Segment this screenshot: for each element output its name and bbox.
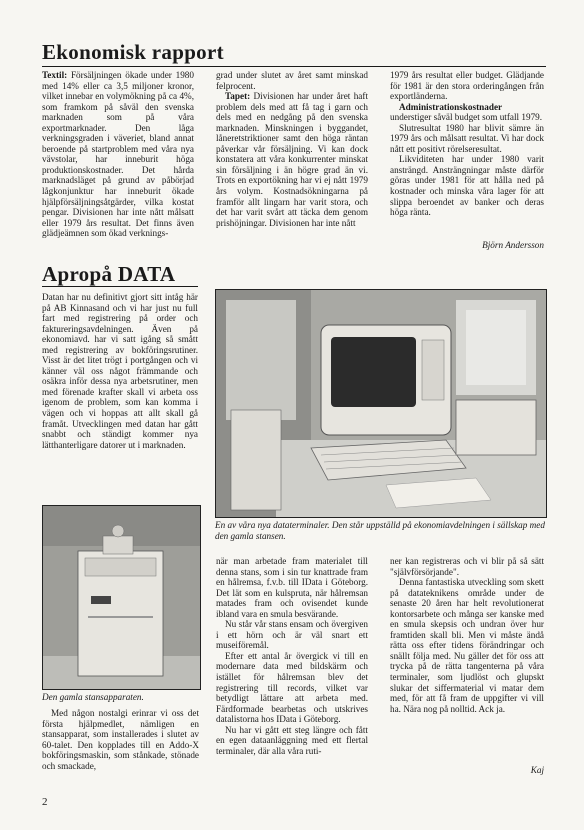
article-title-apropa-data: Apropå DATA bbox=[42, 262, 176, 286]
report-col3-p3: Slutresultat 1980 har blivit sämre än 1979 års och målsatt resultat. Vi har dock nått ett positivt rörelseresultat. bbox=[390, 122, 544, 154]
admin-text: understiger såväl budget som utfall 1979. bbox=[390, 112, 543, 123]
data-col2-p2: Nu står vår stans ensam och övergiven i ett hörn och är väl snart ett museiföremål. bbox=[216, 619, 368, 651]
report-col2-p1: grad under slutet av året samt minskad felprocent. bbox=[216, 70, 368, 91]
report-column-3 bbox=[390, 70, 544, 218]
caption-stans: Den gamla stansapparaten. bbox=[42, 692, 144, 702]
textil-text: Försäljningen ökade under 1980 med 14% eller ca 3,5 miljoner kronor, vilket innebar en volymökning på ca 4%, som framkom på såväl den svenska marknaden som på våra exportmarknader. Den låga verkningsgraden i väveriet, bland annat beroende på startproblem med våra nya vävstolar, har inneburit höga produktionskostnader. Det hårda marknadsläget på grund av påbörjad lågkonjunktur har inneburit ökade hjälpförsäljningsåtgärder, vilka kostat pengar. Divisionen har inte nått målsatt eller 1979 års resultat. Det finns även glädjeämnen som ökad verknings- bbox=[42, 70, 194, 239]
data-col1-text: Med någon nostalgi erinrar vi oss det första hjälpmedlet, nämligen en stansapparat, som installerades i slutet av 60-talet. Den kopplades till en Addo-X bokföringsmaskin, som stånkade, stönade och smackade, bbox=[42, 708, 199, 771]
report-col3-p1: 1979 års resultat eller budget. Glädjande för 1981 är den stora orderingången från exportländerna. bbox=[390, 70, 544, 102]
data-col2-p4: Nu har vi gått ett steg längre och fått en egen dataanläggning med ett flertal terminaler, där alla våra ruti- bbox=[216, 724, 368, 756]
data-col2-p1: när man arbetade fram materialet till denna stans, som i sin tur knattrade fram en hålremsa, f.v.b. till IData i Göteborg. Det lät som en kulspruta, när hålremsan matades fram och ovisendet kunde ibland vara en smula besvärande. bbox=[216, 556, 368, 619]
caption-terminal: En av våra nya dataterminaler. Den står uppställd på ekonomiavdelningen i sällskap med den gamla stansen. bbox=[215, 520, 545, 541]
terminal-photo-illustration bbox=[216, 290, 546, 517]
report-col3-p4: Likviditeten har under 1980 varit ansträngd. Ansträngningar måste därför göras under 1981 för att hålla ned på kostnader och minska våra lager för att slippa beroendet av banker och deras höga ränta. bbox=[390, 154, 544, 218]
tapet-paragraph bbox=[216, 91, 368, 228]
title-rule-2 bbox=[42, 286, 198, 287]
signature-bjorn: Björn Andersson bbox=[482, 240, 544, 250]
data-intro-text: Datan har nu definitivt gjort sitt intåg här på AB Kinnasand och vi har just nu full fart med registrering på order och faktureringsavdelningen. Även på ekonomiavd. har vi satt igång så smått med registrering av bokföringsrutiner. Visst är det litet trögt i portgången och vi känner väl oss något främmande och osäkra inför dessa nya arbetsrutiner, men med förenade krafter skall vi arbeta oss igenom de problem, som kan komma i vägen och vi hoppas att allt skall gå framåt. Utvecklingen med datan har gått snabbt och ständigt kommer nya lätthanterligare datorer ut i marknaden. bbox=[42, 292, 198, 450]
textil-label: Textil: bbox=[42, 70, 68, 80]
tapet-text: Divisionen har under året haft problem dels med att få tag i garn och dels med en nedgång på den svenska marknaden. Minskningen i byggandet, låneretstriktioner samt den höga räntan påverkar vår försäljning. Vi kan dock konstatera att våra konkurrenter minskat sin försäljning i än högre grad än vi. Trots en exportökning har vi ej nått 1979 års volym. Kostnadsökningarna på framför allt lingarn har varit stora, och det har varit svårt att täcka dem genom prishöjningar. Divisionen har inte nått bbox=[216, 91, 368, 228]
data-column-2 bbox=[216, 556, 368, 756]
data-col3-p2: Denna fantastiska utveckling som skett på datateknikens område under de senaste 20 åren har helt revolutionerat kontorsarbete och många ser kanske med en smula skepsis och undran över hur framtiden skall bli. Men vi måste ändå rätta oss efter tidens förändringar och snällt följa med. Nu gäller det för oss att trycka på de rätta tangenterna på våra terminaler, som ljudlöst och glupskt slukar det siffermaterial vi matar dem med, för att få fram de uppgifter vi vill ha. Nära nog på nolltid. Ack ja. bbox=[390, 577, 544, 714]
data-col3-p1: ner kan registreras och vi blir på så sätt "självförsörjande". bbox=[390, 556, 544, 577]
data-intro-column bbox=[42, 292, 198, 450]
data-column-3 bbox=[390, 556, 544, 714]
photo-stansapparat bbox=[42, 505, 201, 690]
tapet-label: Tapet: bbox=[225, 91, 251, 102]
title-rule bbox=[42, 66, 546, 67]
report-column-1 bbox=[42, 70, 194, 239]
textil-paragraph bbox=[42, 70, 194, 239]
data-column-1 bbox=[42, 708, 199, 771]
signature-kaj: Kaj bbox=[530, 765, 544, 775]
admin-paragraph bbox=[390, 102, 544, 123]
photo-data-terminal bbox=[215, 289, 547, 518]
data-col2-p3: Efter ett antal år övergick vi till en modernare data med bildskärm och istället för hålremsan blev det registrering till records, vilket var betydligt lättare att arbeta med. Färdformade bearbetas och utskrives datalistorna hos IData i Göteborg. bbox=[216, 650, 368, 725]
article-title-ekonomisk-rapport: Ekonomisk rapport bbox=[42, 40, 224, 64]
admin-label: Administrationskostnader bbox=[399, 101, 503, 112]
stans-photo-illustration bbox=[43, 506, 200, 689]
report-column-2 bbox=[216, 70, 368, 228]
page-number: 2 bbox=[42, 796, 48, 808]
